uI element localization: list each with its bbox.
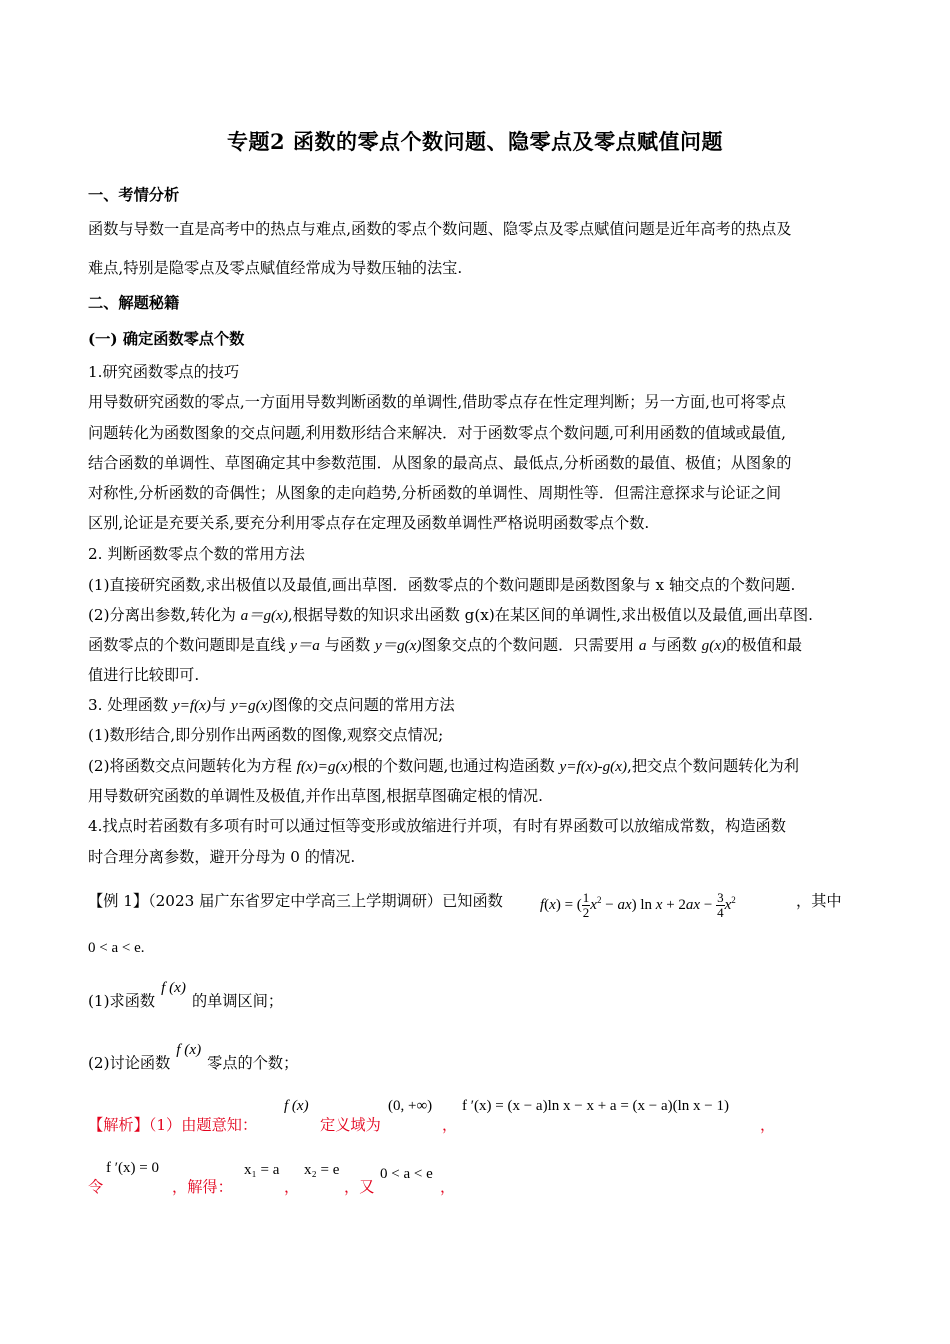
point1-line-2: 问题转化为函数图象的交点问题,利用数形结合来解决．对于函数零点个数问题,可利用函数的值域或最值, bbox=[88, 424, 786, 442]
intro-line-2: 难点,特别是隐零点及零点赋值经常成为导数压轴的法宝. bbox=[88, 259, 463, 277]
solution-condition: 0 < a < e bbox=[380, 1166, 433, 1182]
solution-also: ，又 bbox=[344, 1178, 375, 1196]
example-formula: f(x) = ( $\frac{1}{2}$ $x^2 - ax$) ln x + 2ax − $\frac{3}{4}$ $x^2$ bbox=[540, 890, 736, 921]
question-2: (2)讨论函数f (x)零点的个数； bbox=[88, 1041, 299, 1072]
solution-x2: x₂ = e bbox=[304, 1162, 340, 1178]
point4-line-1: 4.找点时若函数有多项有时可以通过恒等变形或放缩进行并项，有时有界函数可以放缩成常数，构造函数 bbox=[88, 817, 786, 835]
example-tail: ，其中 bbox=[796, 892, 842, 910]
solution-comma-2: ， bbox=[760, 1116, 776, 1134]
point1-line-5: 区别,论证是充要关系,要充分利用零点存在定理及函数单调性严格说明函数零点个数. bbox=[88, 514, 650, 532]
solution-equation: f ′(x) = 0 bbox=[106, 1160, 159, 1176]
point2-line-4: 值进行比较即可. bbox=[88, 666, 200, 684]
section-heading-methods: 二、解题秘籍 bbox=[88, 294, 180, 312]
point2-line-3: 函数零点的个数问题即是直线 y＝a 与函数 y＝g(x)图象交点的个数问题．只需要用 a 与函数 g(x)的极值和最 bbox=[88, 636, 803, 654]
question-1: (1)求函数f (x)的单调区间； bbox=[88, 979, 284, 1010]
example-condition: 0 < a < e. bbox=[88, 940, 145, 956]
point2-line-1: (1)直接研究函数,求出极值以及最值,画出草图．函数零点的个数问题即是函数图象与 x 轴交点的个数问题. bbox=[88, 576, 796, 594]
subsection-heading-count: (一) 确定函数零点个数 bbox=[88, 330, 245, 348]
section-heading-analysis: 一、考情分析 bbox=[88, 186, 180, 204]
point1-line-1: 用导数研究函数的零点,一方面用导数判断函数的单调性,借助零点存在性定理判断；另一方面,也可将零点 bbox=[88, 393, 786, 411]
solution-comma-4: ， bbox=[440, 1178, 456, 1196]
solution-fx: f (x) bbox=[284, 1098, 309, 1114]
solution-let: 令 bbox=[88, 1178, 104, 1196]
point3-line-3: 用导数研究函数的单调性及极值,并作出草图,根据草图确定根的情况. bbox=[88, 787, 543, 805]
solution-domain: (0, +∞) bbox=[388, 1098, 433, 1114]
point3-title: 3. 处理函数 y=f(x)与 y=g(x)图像的交点问题的常用方法 bbox=[88, 696, 455, 714]
solution-comma-1: ， bbox=[442, 1116, 458, 1134]
point4-line-2: 时合理分离参数，避开分母为 0 的情况. bbox=[88, 848, 356, 866]
point3-line-1: (1)数形结合,即分别作出两函数的图像,观察交点情况; bbox=[88, 726, 444, 744]
solution-x1: x₁ = a bbox=[244, 1162, 280, 1178]
solution-derivative: f ′(x) = (x − a)ln x − x + a = (x − a)(ln x − 1) bbox=[462, 1098, 730, 1114]
solution-comma-3: ， bbox=[284, 1178, 300, 1196]
intro-line-1: 函数与导数一直是高考中的热点与难点,函数的零点个数问题、隐零点及零点赋值问题是近年高考的热点及 bbox=[88, 220, 792, 238]
point1-title: 1.研究函数零点的技巧 bbox=[88, 363, 240, 381]
example-label: 【例 1】（2023 届广东省罗定中学高三上学期调研）已知函数 bbox=[88, 892, 503, 910]
page-title: 专题2 函数的零点个数问题、隐零点及零点赋值问题 bbox=[227, 129, 723, 154]
point2-title: 2. 判断函数零点个数的常用方法 bbox=[88, 545, 305, 563]
solution-domain-text: 定义域为 bbox=[320, 1116, 381, 1134]
point3-line-2: (2)将函数交点问题转化为方程 f(x)=g(x)根的个数问题,也通过构造函数 y=f(x)-g(x),把交点个数问题转化为利 bbox=[88, 757, 799, 775]
solution-solve: ，解得： bbox=[172, 1178, 233, 1196]
solution-label: 【解析】（1）由题意知： bbox=[88, 1116, 258, 1134]
point1-line-3: 结合函数的单调性、草图确定其中参数范围．从图象的最高点、最低点,分析函数的最值、极值；从图象的 bbox=[88, 454, 792, 472]
point1-line-4: 对称性,分析函数的奇偶性；从图象的走向趋势,分析函数的单调性、周期性等．但需注意探求与论证之间 bbox=[88, 484, 782, 502]
point2-line-2: (2)分离出参数,转化为 a＝g(x),根据导数的知识求出函数 g(x)在某区间的单调性,求出极值以及最值,画出草图. bbox=[88, 606, 813, 624]
